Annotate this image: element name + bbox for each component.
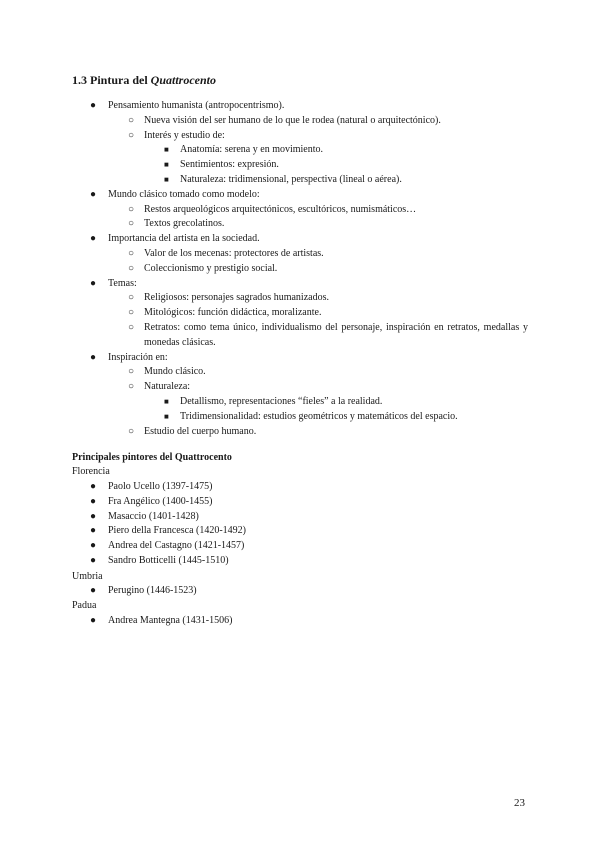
bullet-disc: ● — [90, 525, 97, 537]
list-item — [108, 306, 528, 321]
bullet-circle: ○ — [128, 114, 135, 126]
bullet-circle: ○ — [128, 366, 135, 378]
bullet-disc: ● — [90, 481, 97, 492]
painter-name: Paolo Ucello (1397-1475) — [108, 481, 213, 492]
bullet-disc: ● — [90, 277, 97, 289]
painters-heading: Principales pintores del Quattrocento — [72, 452, 232, 463]
list-item — [108, 425, 528, 440]
list-item — [144, 173, 528, 188]
item-text: Mundo clásico. — [144, 366, 206, 378]
painter-name: Masaccio (1401-1428) — [108, 510, 199, 522]
bullet-disc: ● — [90, 495, 97, 507]
bullet-circle: ○ — [128, 129, 135, 141]
list-item — [72, 539, 472, 554]
list-item — [144, 143, 528, 158]
list-item — [108, 129, 528, 188]
item-text: Tridimensionalidad: estudios geométricos y matemáticos del espacio. — [180, 410, 458, 422]
list-item — [72, 614, 472, 629]
item-text: Importancia del artista en la sociedad. — [108, 233, 260, 245]
item-text: Anatomía: serena y en movimiento. — [180, 144, 324, 156]
bullet-circle: ○ — [128, 307, 135, 319]
list-item — [108, 247, 528, 262]
bullet-disc: ● — [90, 351, 97, 363]
painter-name: Piero della Francesca (1420-1492) — [108, 525, 247, 537]
list-item — [144, 410, 528, 425]
bullet-circle: ○ — [128, 321, 135, 333]
item-text: Retratos: como tema único, individualismo del personaje, inspiración en retratos, medallas y monedas clásicas. — [144, 321, 528, 348]
list-item — [108, 217, 528, 232]
list-item — [72, 232, 528, 276]
painter-name: Andrea Mantegna (1431-1506) — [108, 615, 233, 626]
painters-list — [72, 614, 472, 629]
bullet-square: ■ — [164, 411, 169, 421]
list-item — [72, 351, 528, 440]
item-text: Textos grecolatinos. — [144, 218, 225, 230]
list-item — [72, 554, 472, 569]
bullet-circle: ○ — [128, 262, 135, 274]
list-item — [72, 99, 528, 188]
heading-number: 1.3 Pintura del — [72, 73, 148, 87]
painter-name: Andrea del Castagno (1421-1457) — [108, 540, 245, 552]
section-heading — [72, 72, 216, 88]
painter-name: Fra Angélico (1400-1455) — [108, 495, 213, 507]
list-item — [72, 277, 528, 351]
item-text: Estudio del cuerpo humano. — [144, 425, 257, 437]
item-text: Inspiración en: — [108, 351, 168, 363]
bullet-square: ■ — [164, 160, 169, 170]
painters-list — [72, 584, 472, 599]
list-item — [108, 203, 528, 218]
bullet-disc: ● — [90, 585, 97, 596]
item-text: Sentimientos: expresión. — [180, 159, 279, 171]
bullet-circle: ○ — [128, 292, 135, 304]
item-text: Religiosos: personajes sagrados humanizados. — [144, 292, 329, 304]
item-text: Nueva visión del ser humano de lo que le rodea (natural o arquitectónico). — [144, 114, 441, 126]
item-text: Mundo clásico tomado como modelo: — [108, 188, 260, 200]
city-label: Padua — [72, 600, 97, 611]
city-label: Umbria — [72, 571, 103, 582]
item-text: Mitológicos: función didáctica, moralizante. — [144, 307, 322, 319]
bullet-disc: ● — [90, 615, 97, 626]
item-text: Pensamiento humanista (antropocentrismo). — [108, 100, 285, 111]
bullet-disc: ● — [90, 100, 97, 111]
bullet-disc: ● — [90, 188, 97, 200]
list-item — [108, 262, 528, 277]
bullet-disc: ● — [90, 540, 97, 552]
list-item — [108, 321, 528, 351]
list-item — [72, 495, 472, 510]
painter-name: Sandro Botticelli (1445-1510) — [108, 554, 229, 566]
list-item — [72, 510, 472, 525]
item-text: Temas: — [108, 277, 137, 289]
bullet-disc: ● — [90, 510, 97, 522]
item-text: Detallismo, representaciones “fieles” a la realidad. — [180, 395, 383, 407]
page-number: 23 — [514, 797, 525, 809]
item-text: Valor de los mecenas: protectores de artistas. — [144, 247, 324, 259]
heading-italic: Quattrocento — [150, 73, 217, 87]
bullet-disc: ● — [90, 554, 97, 566]
list-item — [144, 158, 528, 173]
item-text: Restos arqueológicos arquitectónicos, escultóricos, numismáticos… — [144, 203, 417, 215]
bullet-circle: ○ — [128, 247, 135, 259]
list-item — [72, 480, 472, 495]
list-item — [72, 188, 528, 232]
item-text: Naturaleza: — [144, 381, 191, 393]
bullet-square: ■ — [164, 145, 169, 155]
list-item — [72, 584, 472, 599]
item-text: Naturaleza: tridimensional, perspectiva (lineal o aérea). — [180, 173, 402, 185]
list-item — [108, 291, 528, 306]
bullet-circle: ○ — [128, 381, 135, 393]
list-item — [144, 395, 528, 410]
list-item — [108, 114, 528, 129]
painter-name: Perugino (1446-1523) — [108, 585, 197, 596]
item-text: Interés y estudio de: — [144, 129, 225, 141]
bullet-square: ■ — [164, 396, 169, 406]
list-item — [108, 365, 528, 380]
outline-list — [72, 99, 528, 439]
list-item — [72, 524, 472, 539]
bullet-disc: ● — [90, 233, 97, 245]
item-text: Coleccionismo y prestigio social. — [144, 262, 278, 274]
bullet-circle: ○ — [128, 203, 135, 215]
list-item — [108, 380, 528, 424]
painters-list — [72, 480, 472, 569]
bullet-circle: ○ — [128, 218, 135, 230]
bullet-circle: ○ — [128, 425, 135, 437]
bullet-square: ■ — [164, 174, 169, 184]
city-label: Florencia — [72, 466, 110, 477]
